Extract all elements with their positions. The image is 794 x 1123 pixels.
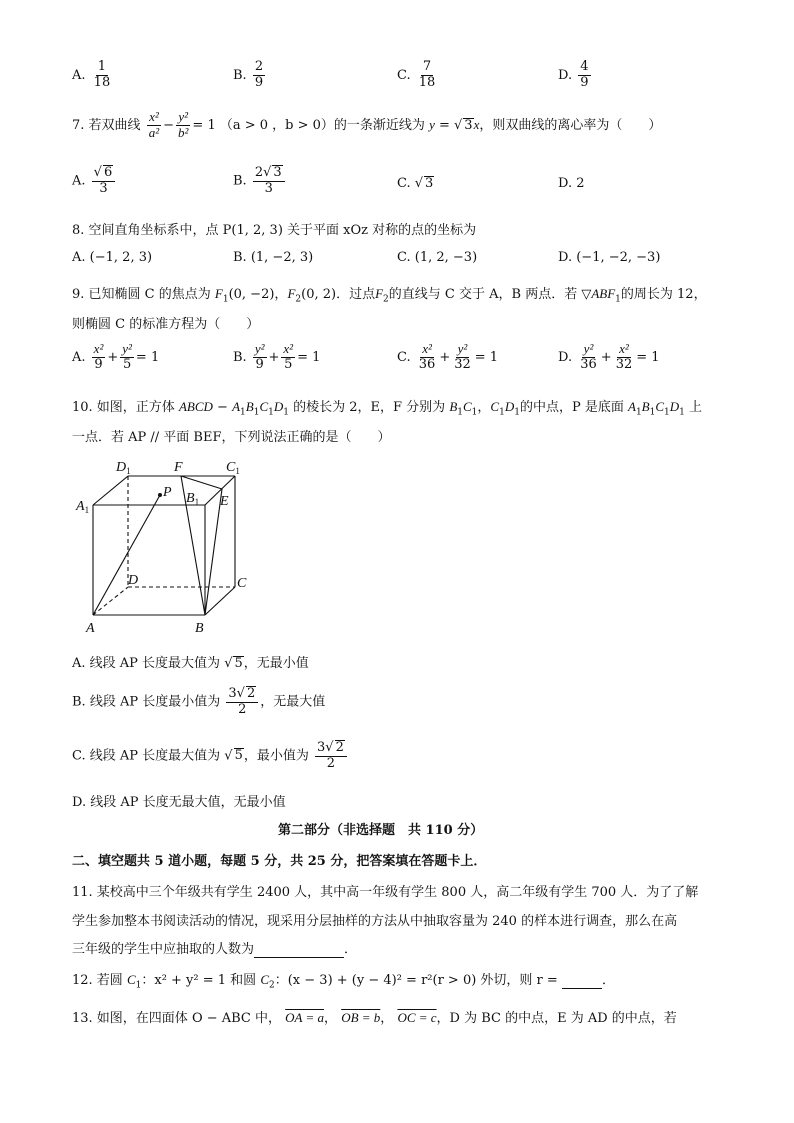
- q8-option-b[interactable]: B. (1, −2, 3): [233, 250, 314, 265]
- q12-stem: 12. 若圆 $C_1$：x² + y² = 1 和圆 $C_2$：(x − 3) + (y − 4)² = r²(r > 0) 外切，则 r = ．: [72, 972, 615, 991]
- q9-option-b[interactable]: B. $\frac{\text{y²}}{9}$ + $\frac{\text{x²}}{5}$ = 1: [233, 341, 321, 372]
- q7-option-a[interactable]: A. $\frac{√ 6}{3}$: [72, 165, 117, 197]
- q10-stem-line1: 10. 如图，正方体 ABCD − $A_1B_1C_1D_1$ 的棱长为 2，E，F 分别为 $B_1C_1$，$C_1D_1$的中点，P 是底面 $A_1B_1C_1D_1$ 上: [72, 399, 703, 418]
- hyperbola-term-x: $\frac{\text{x²}}{\text{a²}}$: [148, 109, 160, 140]
- label-a1: $A_1$: [76, 499, 90, 515]
- edge-a1d1: [93, 476, 128, 505]
- q10-option-b[interactable]: B. 线段 AP 长度最小值为 $\frac{3√ 2}{2}$ ，无最大值: [72, 686, 326, 717]
- q10-option-a[interactable]: A. 线段 AP 长度最大值为 √ 5，无最小值: [72, 656, 309, 671]
- label-p: P: [163, 485, 172, 500]
- answer-blank[interactable]: [562, 973, 602, 989]
- q10-stem-line2: 一点．若 AP // 平面 BEF，下列说法正确的是（ ）: [72, 430, 391, 445]
- q8-stem: 8. 空间直角坐标系中，点 P(1, 2, 3) 关于平面 xOz 对称的点的坐标为: [72, 223, 477, 238]
- q13-stem: 13. 如图，在四面体 O − ABC 中， OA = a， OB = b， OC = c，D 为 BC 的中点，E 为 AD 的中点，若: [72, 1010, 677, 1026]
- segment-fe: [181, 476, 222, 489]
- label-a: A: [86, 621, 95, 635]
- q11-line3: 三年级的学生中应抽取的人数为 ．: [72, 942, 358, 957]
- q6-option-d[interactable]: D. $\frac{4}{9}$: [558, 59, 589, 90]
- q8-option-a[interactable]: A. (−1, 2, 3): [72, 250, 153, 265]
- part-two-heading: 第二部分（非选择题 共 110 分）: [278, 823, 484, 838]
- hyperbola-term-y: $\frac{\text{y²}}{\text{b²}}$: [178, 109, 189, 140]
- section-heading: 二、填空题共 5 道小题，每题 5 分，共 25 分，把答案填在答题卡上．: [72, 854, 487, 869]
- label-d: D: [128, 573, 139, 588]
- q7-option-d[interactable]: D. 2: [558, 176, 585, 191]
- q7-option-c[interactable]: C. √ 3: [397, 176, 434, 191]
- fraction: $\frac{7}{18}$: [418, 59, 436, 90]
- q9-stem-line2: 则椭圆 C 的标准方程为（ ）: [72, 317, 260, 332]
- fraction: $\frac{2√ 3}{3}$: [253, 165, 285, 197]
- label-b1: $B_1$: [186, 491, 200, 507]
- q9-option-a[interactable]: A. $\frac{\text{x²}}{9}$ + $\frac{\text{y²}}{5}$ = 1: [72, 341, 160, 372]
- fraction: $\frac{1}{18}$: [93, 59, 111, 90]
- fraction: $\frac{√ 6}{3}$: [92, 165, 116, 197]
- answer-blank[interactable]: [254, 942, 344, 958]
- label-f: F: [174, 460, 183, 475]
- label-c: C: [237, 576, 247, 591]
- q6-option-c[interactable]: C. $\frac{7}{18}$: [397, 59, 436, 90]
- label-b: B: [195, 621, 204, 635]
- point-p: [158, 493, 162, 497]
- q8-option-c[interactable]: C. (1, 2, −3): [397, 250, 478, 265]
- q6-option-b[interactable]: B. $\frac{2}{9}$: [233, 59, 264, 90]
- q7-option-b[interactable]: B. $\frac{2√ 3}{3}$: [233, 165, 287, 197]
- q10-option-c[interactable]: C. 线段 AP 长度最大值为 √ 5，最小值为 $\frac{3√ 2}{2}$: [72, 740, 349, 772]
- q9-stem-line1: 9. 已知椭圆 C 的焦点为 $F_1(0$, −2)，$F_2(0$, 2)．过点$F_2$的直线与 C 交于 A，B 两点．若 $▽ABF_1$的周长为 12，: [72, 286, 707, 305]
- edge-ad: [93, 587, 128, 615]
- q9-option-c[interactable]: C. $\frac{\text{x²}}{36}$ + $\frac{\text{y²}}{32}$ = 1: [397, 341, 499, 372]
- segment-ap: [93, 495, 160, 615]
- label-c1: $C_1$: [226, 460, 240, 476]
- q11-line1: 11. 某校高中三个年级共有学生 2400 人，其中高一年级有学生 800 人，高二年级有学生 700 人．为了了解: [72, 885, 699, 900]
- edge-bc: [205, 587, 235, 615]
- q6-option-a[interactable]: A. $\frac{1}{18}$: [72, 59, 111, 90]
- q10-option-d[interactable]: D. 线段 AP 长度无最大值，无最小值: [72, 795, 286, 810]
- label-e: E: [220, 494, 229, 509]
- q8-option-d[interactable]: D. (−1, −2, −3): [558, 250, 661, 265]
- cube-figure: [70, 455, 260, 635]
- q7-stem: 7. 若双曲线 $\frac{\text{x²}}{\text{a²}}$ − $\frac{\text{y²}}{\text{b²}}$ = 1 （a > 0 ，b > 0）的一条渐近线为 y = √ 3x，则双曲线的离心率为（ ）: [72, 109, 662, 140]
- fraction: $\frac{4}{9}$: [580, 59, 589, 90]
- q11-line2: 学生参加整本书阅读活动的情况，现采用分层抽样的方法从中抽取容量为 240 的样本进行调查，那么在高: [72, 914, 678, 929]
- q9-option-d[interactable]: D. $\frac{\text{y²}}{36}$ + $\frac{\text{x²}}{32}$ = 1: [558, 341, 660, 372]
- fraction: $\frac{2}{9}$: [254, 59, 264, 90]
- label-d1: $D_1$: [116, 460, 131, 476]
